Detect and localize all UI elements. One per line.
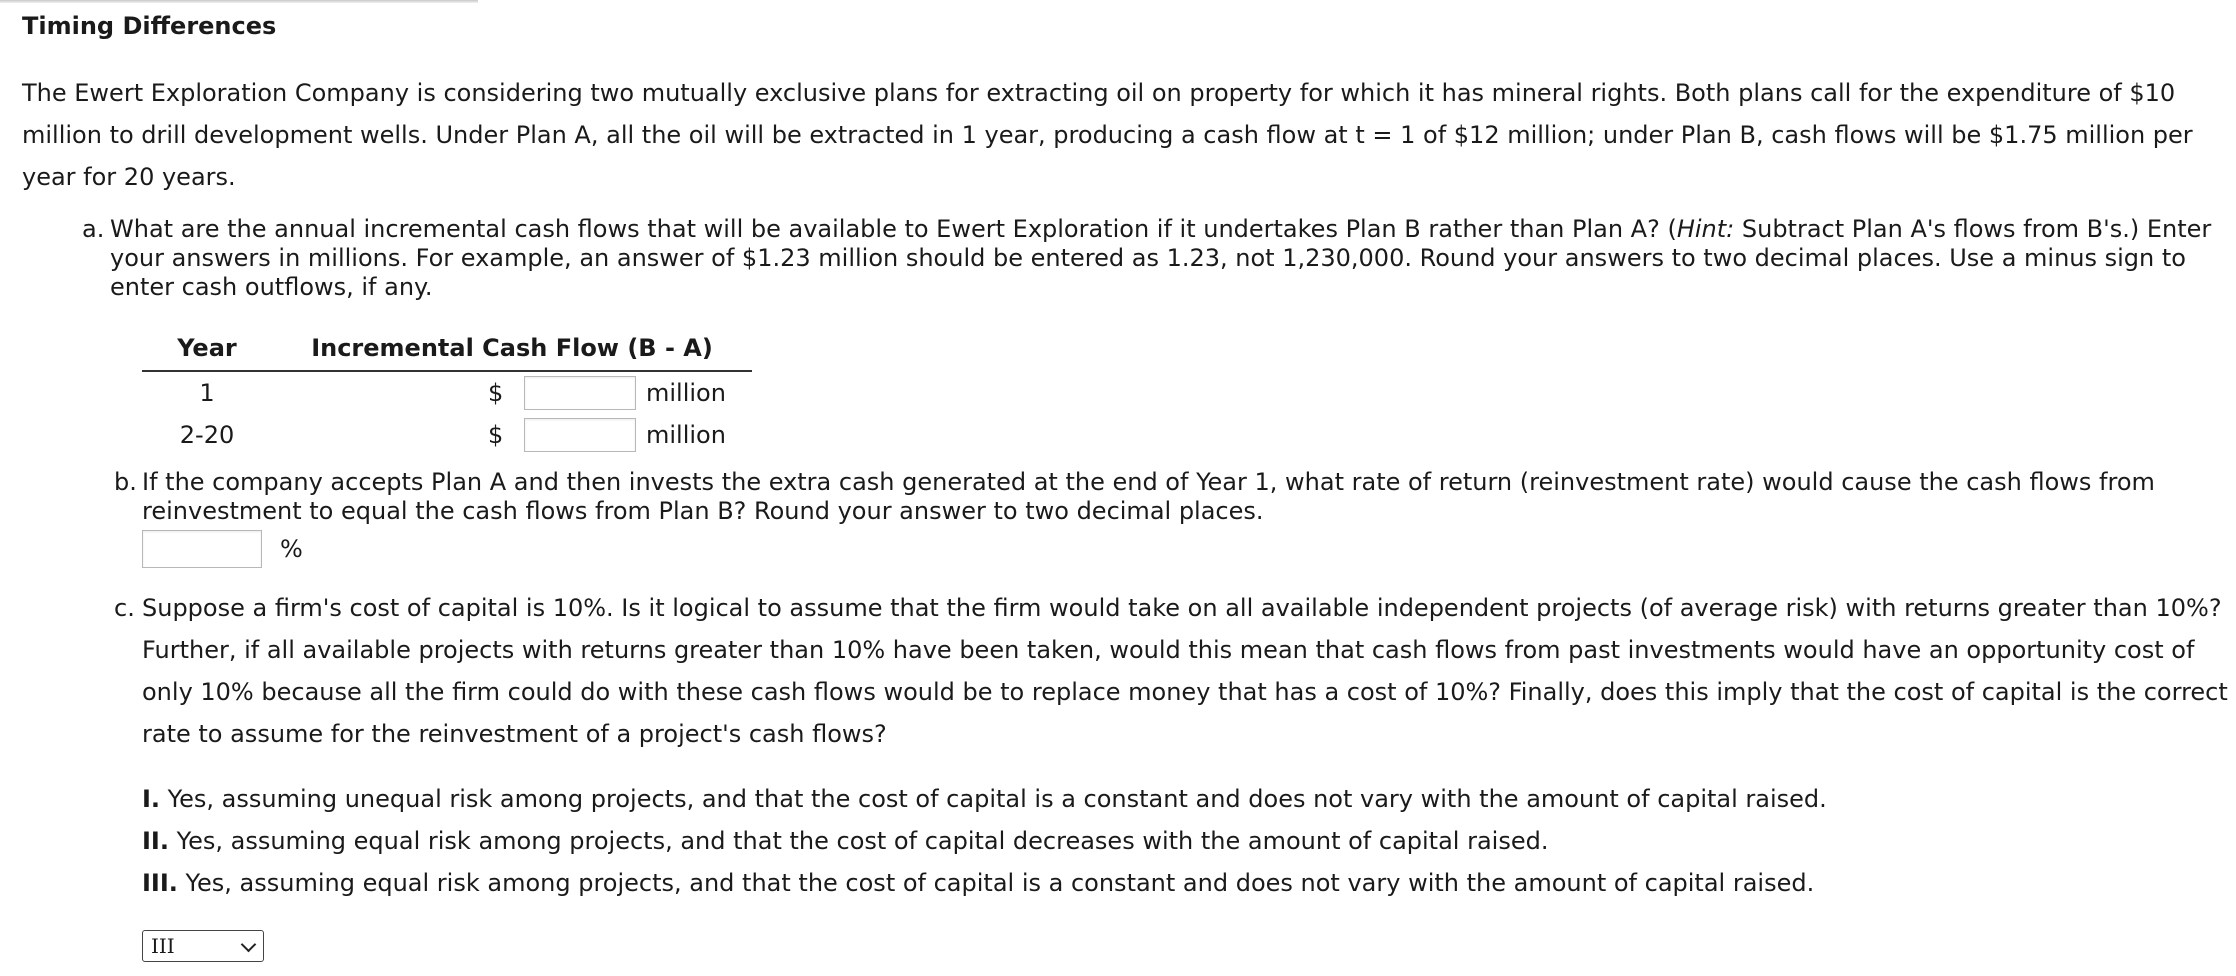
table-row (142, 371, 752, 414)
answer-select-dropdown[interactable] (142, 930, 264, 962)
option-numeral: II. (142, 827, 169, 855)
reinvestment-rate-row (142, 530, 303, 568)
incremental-cash-flow-table (142, 330, 752, 456)
answer-options-list (142, 778, 1827, 904)
question-b-text (114, 468, 2222, 526)
question-b-label: b. (114, 468, 137, 496)
top-shadow-bar (0, 0, 478, 3)
percent-unit: % (280, 535, 303, 563)
selected-option-value: III (151, 934, 175, 958)
option-text: Yes, assuming unequal risk among projects, and that the cost of capital is a constant and does not vary with the amount of capital raised. (160, 785, 1827, 813)
unit-label: million (646, 379, 726, 407)
answer-option (142, 862, 1827, 904)
question-b-body: If the company accepts Plan A and then invests the extra cash generated at the end of Year 1, what rate of return (reinvestment rate) would cause the cash flows from reinvestment to equal the cash flows from Plan B? Round your answer to two decimal places. (142, 468, 2155, 525)
question-a-text-start: What are the annual incremental cash flows that will be available to Ewert Exploration if it undertakes Plan B rather than Plan A? ( (110, 215, 1677, 243)
year-cell: 2-20 (179, 421, 235, 449)
hint-label: Hint: (1676, 215, 1735, 243)
year-2-20-cash-flow-input[interactable] (524, 418, 636, 452)
year-1-cash-flow-input[interactable] (524, 376, 636, 410)
chevron-down-icon (241, 937, 257, 953)
option-text: Yes, assuming equal risk among projects, and that the cost of capital decreases with the amount of capital raised. (168, 827, 1549, 855)
option-text: Yes, assuming equal risk among projects, and that the cost of capital is a constant and does not vary with the amount of capital raised. (177, 869, 1815, 897)
year-header: Year (142, 330, 272, 371)
reinvestment-rate-input[interactable] (142, 530, 262, 568)
currency-symbol: $ (488, 421, 504, 449)
answer-option (142, 778, 1827, 820)
option-numeral: III. (142, 869, 178, 897)
incremental-cash-flow-header: Incremental Cash Flow (B - A) (272, 330, 752, 371)
page-title: Timing Differences (22, 12, 277, 40)
option-numeral: I. (142, 785, 161, 813)
question-a-text-end: Subtract Plan A's flows from B's.) Enter your answers in millions. For example, an answer of $1.23 million should be entered as 1.23, not 1,230,000. Round your answers to two decimal places. Use a minus sign to enter cash outflows, if any. (110, 215, 2212, 301)
problem-intro: The Ewert Exploration Company is considering two mutually exclusive plans for extracting oil on property for which it has mineral rights. Both plans call for the expenditure of $10 million to drill development wells. Under Plan A, all the oil will be extracted in 1 year, producing a cash flow at t = 1 of $12 million; under Plan B, cash flows will be $1.75 million per year for 20 years. (22, 79, 2193, 191)
question-a-text (82, 215, 2230, 302)
currency-symbol: $ (488, 379, 504, 407)
year-cell: 1 (199, 379, 215, 407)
table-row (142, 414, 752, 456)
question-c-text (114, 587, 2232, 755)
unit-label: million (646, 421, 726, 449)
answer-option (142, 820, 1827, 862)
question-a-label: a. (82, 215, 105, 243)
question-c-body: Suppose a firm's cost of capital is 10%. Is it logical to assume that the firm would take on all available independent projects (of average risk) with returns greater than 10%? Further, if all available projects with returns greater than 10% have been taken, would this mean that cash flows from past investments would have an opportunity cost of only 10% because all the firm could do with these cash flows would be to replace money that has a cost of 10%? Finally, does this imply that the cost of capital is the correct rate to assume for the reinvestment of a project's cash flows? (142, 594, 2228, 748)
question-c-label: c. (114, 594, 135, 622)
